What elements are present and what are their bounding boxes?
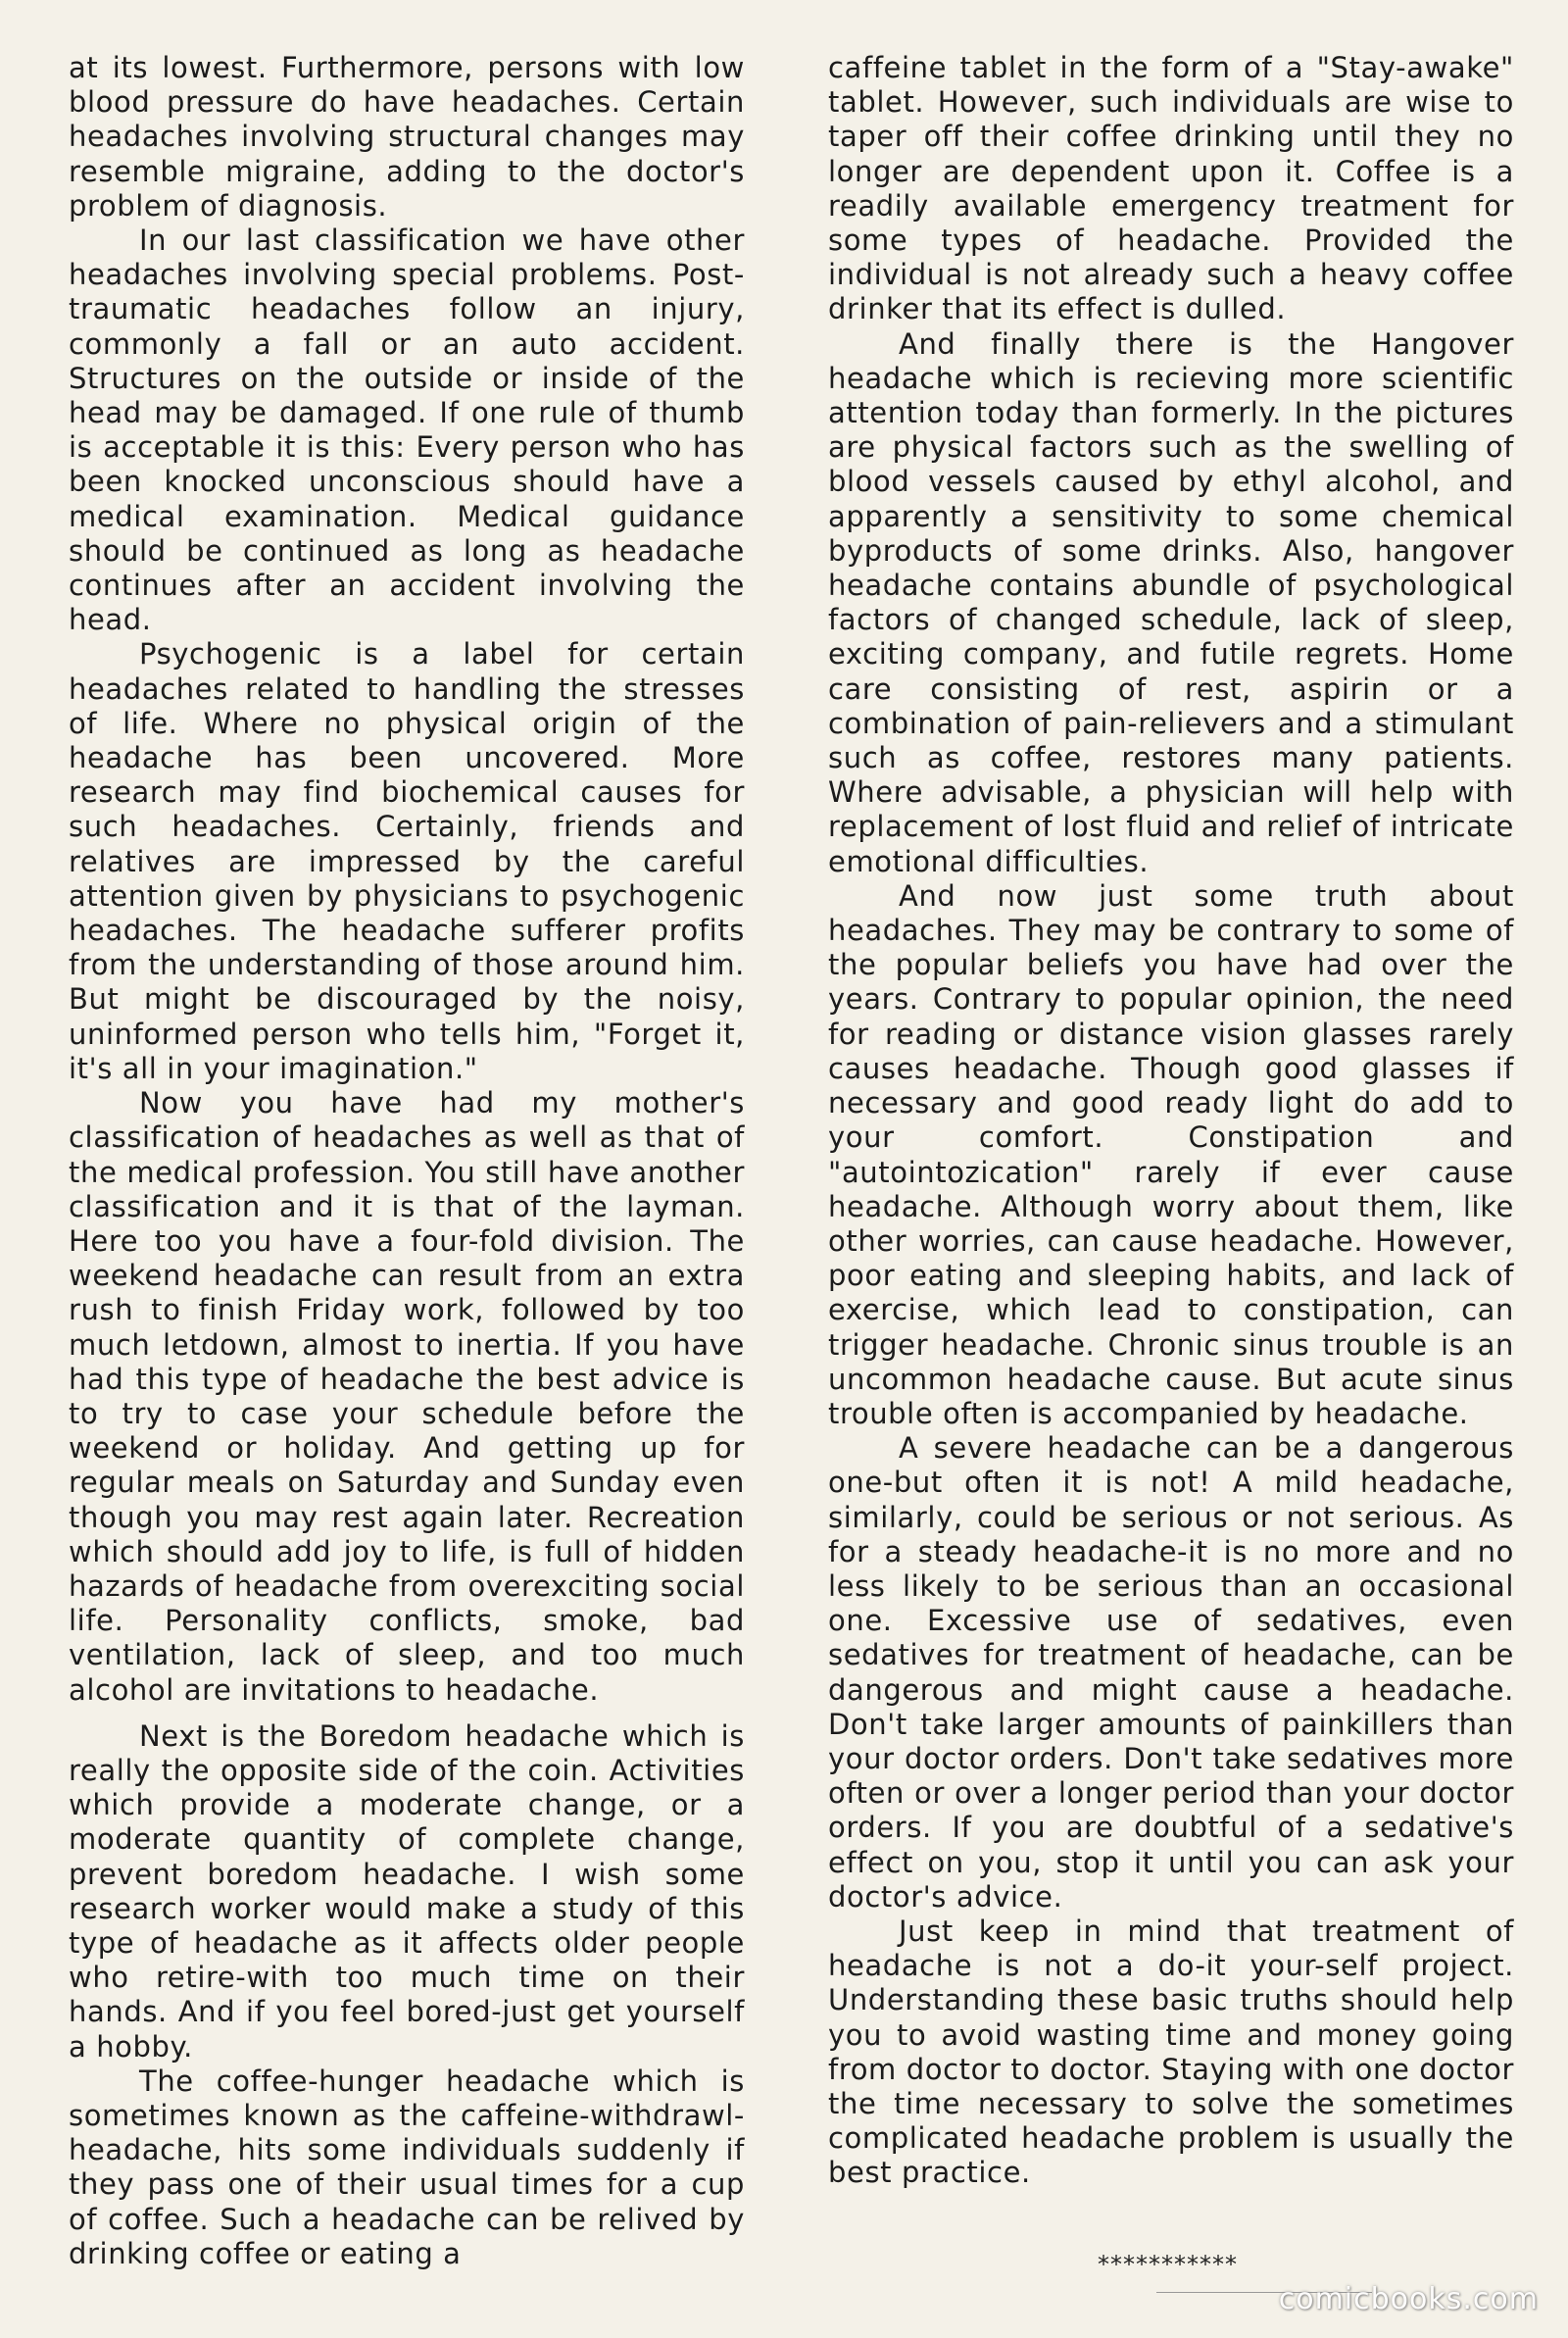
end-mark: *********** <box>1098 2251 1238 2278</box>
paragraph: Just keep in mind that treatment of headache is not a do-it your-self project. Understanding these basic truths should help you to avoid wasting time and money going from doctor to doctor. Staying with one doctor the time necessary to solve the sometimes complicated headache problem is usually the best practice. <box>828 1914 1514 2190</box>
paragraph: caffeine tablet in the form of a "Stay-awake" tablet. However, such individuals are wise to taper off their coffee drinking until they no longer are dependent upon it. Coffee is a readily available emergency treatment for some types of headache. Provided the individual is not already such a heavy coffee drinker that its effect is dulled. <box>828 51 1514 326</box>
right-column <box>828 51 1514 2191</box>
left-column <box>69 51 745 2271</box>
paragraph: at its lowest. Furthermore, persons with low blood pressure do have headaches. Certain headaches involving structural changes may resemble migraine, adding to the doctor's problem of diagnosis. <box>69 51 745 223</box>
paragraph: Psychogenic is a label for certain headaches related to handling the stresses of life. Where no physical origin of the headache has been uncovered. More research may find biochemical causes for such headaches. Certainly, friends and relatives are impressed by the careful attention given by physicians to psychogenic headaches. The headache sufferer profits from the understanding of those around him. But might be discouraged by the noisy, uninformed person who tells him, "Forget it, it's all in your imagination." <box>69 637 745 1085</box>
paragraph: And now just some truth about headaches. They may be contrary to some of the popular beliefs you have had over the years. Contrary to popular opinion, the need for reading or distance vision glasses rarely causes headache. Though good glasses if necessary and good ready light do add to your comfort. Constipation and "autointozication" rarely if ever cause headache. Although worry about them, like other worries, can cause headache. However, poor eating and sleeping habits, and lack of exercise, which lead to constipation, can trigger headache. Chronic sinus trouble is an uncommon headache cause. But acute sinus trouble often is accompanied by headache. <box>828 878 1514 1430</box>
watermark: comicbooks.com <box>1278 2282 1539 2316</box>
paragraph: In our last classification we have other headaches involving special problems. Post-traumatic headaches follow an injury, commonly a fall or an auto accident. Structures on the outside or inside of the head may be damaged. If one rule of thumb is acceptable it is this: Every person who has been knocked unconscious should have a medical examination. Medical guidance should be continued as long as headache continues after an accident involving the head. <box>69 224 745 637</box>
paragraph: And finally there is the Hangover headache which is recieving more scientific attention today than formerly. In the pictures are physical factors such as the swelling of blood vessels caused by ethyl alcohol, and apparently a sensitivity to some chemical byproducts of some drinks. Also, hangover headache contains abundle of psychological factors of changed schedule, lack of sleep, exciting company, and futile regrets. Home care consisting of rest, aspirin or a combination of pain-relievers and a stimulant such as coffee, restores many patients. Where advisable, a physician will help with replacement of lost fluid and relief of intricate emotional difficulties. <box>828 326 1514 878</box>
paragraph: The coffee-hunger headache which is sometimes known as the caffeine-withdrawl-headache, hits some individuals suddenly if they pass one of their usual times for a cup of coffee. Such a headache can be relived by drinking coffee or eating a <box>69 2064 745 2270</box>
paragraph: A severe headache can be a dangerous one-but often it is not! A mild headache, similarly, could be serious or not serious. As for a steady headache-it is no more and no less likely to be serious than an occasional one. Excessive use of sedatives, even sedatives for treatment of headache, can be dangerous and might cause a headache. Don't take larger amounts of painkillers than your doctor orders. Don't take sedatives more often or over a longer period than your doctor orders. If you are doubtful of a sedative's effect on you, stop it until you can ask your doctor's advice. <box>828 1431 1514 1914</box>
paragraph: Now you have had my mother's classification of headaches as well as that of the medical profession. You still have another classification and it is that of the layman. Here too you have a four-fold division. The weekend headache can result from an extra rush to finish Friday work, followed by too much letdown, almost to inertia. If you have had this type of headache the best advice is to try to case your schedule before the weekend or holiday. And getting up for regular meals on Saturday and Sunday even though you may rest again later. Recreation which should add joy to life, is full of hidden hazards of headache from overexciting social life. Personality conflicts, smoke, bad ventilation, lack of sleep, and too much alcohol are invitations to headache. <box>69 1086 745 1707</box>
paragraph: Next is the Boredom headache which is really the opposite side of the coin. Activities which provide a moderate change, or a moderate quantity of complete change, prevent boredom headache. I wish some research worker would make a study of this type of headache as it affects older people who retire-with too much time on their hands. And if you feel bored-just get yourself a hobby. <box>69 1718 745 2064</box>
